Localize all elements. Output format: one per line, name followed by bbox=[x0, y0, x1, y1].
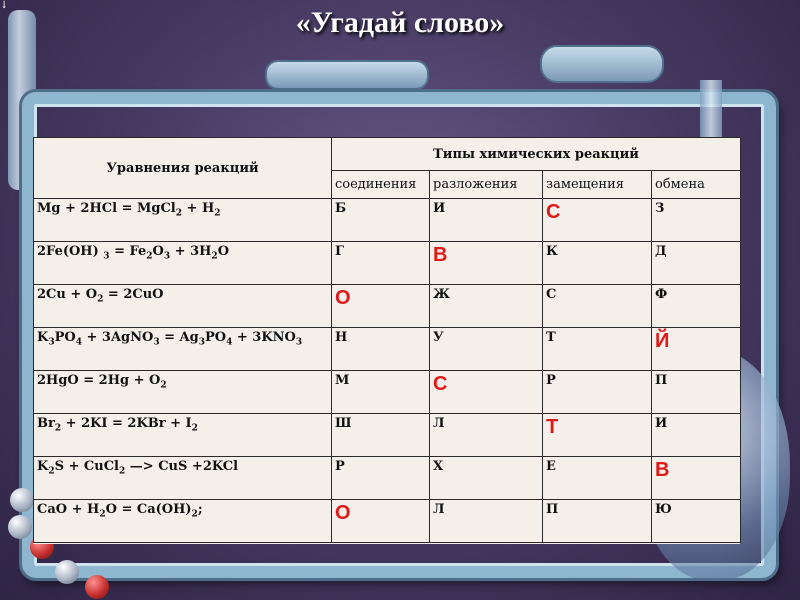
reaction-equation bbox=[34, 414, 332, 457]
subscript: 2 bbox=[160, 380, 167, 391]
letter-cell: Т bbox=[543, 328, 652, 371]
reactions-table-container bbox=[33, 137, 740, 544]
equation-part: + H bbox=[182, 201, 215, 216]
subscript: 2 bbox=[191, 423, 198, 434]
letter-cell: П bbox=[543, 500, 652, 543]
letter-cell: Л bbox=[430, 414, 543, 457]
subscript: 2 bbox=[54, 423, 62, 434]
reaction-equation bbox=[34, 285, 332, 328]
equation-part: + 3AgNO bbox=[81, 330, 154, 345]
letter-cell: Ж bbox=[430, 285, 543, 328]
equation-part: = Ag bbox=[159, 330, 199, 345]
letter-cell: Х bbox=[430, 457, 543, 500]
glass-coil-decoration bbox=[265, 60, 429, 90]
subscript: 2 bbox=[97, 294, 104, 305]
letter-cell: Т bbox=[543, 414, 652, 457]
equation-part: —> CuS +2KCl bbox=[125, 459, 239, 474]
equation-part: K bbox=[37, 330, 49, 345]
subscript: 2 bbox=[48, 466, 55, 477]
subscript: 2 bbox=[146, 251, 153, 262]
equation-part: CaO + H bbox=[37, 502, 100, 517]
subscript: 3 bbox=[48, 337, 55, 348]
subheader-exchange: обмена bbox=[652, 171, 741, 199]
reaction-equation bbox=[34, 371, 332, 414]
subscript: 3 bbox=[153, 337, 160, 348]
molecule-ball-icon bbox=[8, 515, 32, 539]
header-equations: Уравнения реакций bbox=[34, 138, 332, 199]
subscript: 3 bbox=[163, 251, 171, 262]
subheader-substitution: замещения bbox=[543, 171, 652, 199]
reactions-table bbox=[33, 137, 741, 543]
letter-cell: И bbox=[430, 199, 543, 242]
letter-cell: П bbox=[652, 371, 741, 414]
subscript: 2 bbox=[214, 208, 221, 219]
molecule-ball-icon bbox=[85, 575, 109, 599]
subscript: 2 bbox=[99, 509, 106, 520]
equation-part: + 2KI = 2KBr + I bbox=[61, 416, 192, 431]
subscript: 4 bbox=[75, 337, 82, 348]
table-row bbox=[34, 500, 741, 543]
table-body bbox=[34, 199, 741, 543]
header-reaction-types: Типы химических реакций bbox=[332, 138, 741, 171]
letter-cell: Ш bbox=[332, 414, 430, 457]
reaction-equation bbox=[34, 500, 332, 543]
equation-part: 2Cu + O bbox=[37, 287, 98, 302]
table-row bbox=[34, 199, 741, 242]
equation-part: ; bbox=[197, 502, 203, 517]
letter-cell: О bbox=[332, 500, 430, 543]
molecule-ball-icon bbox=[55, 560, 79, 584]
reaction-equation bbox=[34, 242, 332, 285]
letter-cell: С bbox=[543, 199, 652, 242]
letter-cell: Д bbox=[652, 242, 741, 285]
subscript: 4 bbox=[226, 337, 233, 348]
subscript: 2 bbox=[211, 251, 218, 262]
letter-cell: Е bbox=[543, 457, 652, 500]
equation-part: 2Fe(OH) bbox=[37, 244, 104, 259]
reaction-equation bbox=[34, 328, 332, 371]
molecule-ball-icon bbox=[10, 488, 34, 512]
subscript: 2 bbox=[191, 509, 198, 520]
equation-part: O bbox=[217, 244, 230, 259]
equation-part: Mg + 2HCl = MgCl bbox=[37, 201, 176, 216]
table-row bbox=[34, 242, 741, 285]
letter-cell: С bbox=[543, 285, 652, 328]
letter-cell: С bbox=[430, 371, 543, 414]
equation-part: S + CuCl bbox=[54, 459, 119, 474]
equation-part: + 3H bbox=[170, 244, 212, 259]
letter-cell: Г bbox=[332, 242, 430, 285]
table-row bbox=[34, 414, 741, 457]
reaction-equation bbox=[34, 457, 332, 500]
equation-part: PO bbox=[54, 330, 76, 345]
equation-part: O = Ca(OH) bbox=[105, 502, 192, 517]
letter-cell: В bbox=[652, 457, 741, 500]
letter-cell: М bbox=[332, 371, 430, 414]
subheader-synthesis: соединения bbox=[332, 171, 430, 199]
letter-cell: Н bbox=[332, 328, 430, 371]
letter-cell: Л bbox=[430, 500, 543, 543]
subscript: 3 bbox=[103, 251, 110, 262]
equation-part: = Fe bbox=[109, 244, 147, 259]
table-row bbox=[34, 371, 741, 414]
table-row bbox=[34, 285, 741, 328]
equation-part: 2HgO = 2Hg + O bbox=[37, 373, 161, 388]
letter-cell: Ю bbox=[652, 500, 741, 543]
glass-bulb-decoration bbox=[540, 45, 664, 83]
reaction-equation bbox=[34, 199, 332, 242]
table-row bbox=[34, 457, 741, 500]
table-row bbox=[34, 328, 741, 371]
equation-part: + 3KNO bbox=[232, 330, 296, 345]
equation-part: = 2CuO bbox=[103, 287, 164, 302]
subheader-decomposition: разложения bbox=[430, 171, 543, 199]
letter-cell: Б bbox=[332, 199, 430, 242]
page-title: «Угадай слово» bbox=[295, 6, 505, 39]
equation-part: PO bbox=[204, 330, 227, 345]
letter-cell: Ф bbox=[652, 285, 741, 328]
letter-cell: У bbox=[430, 328, 543, 371]
letter-cell: В bbox=[430, 242, 543, 285]
subscript: 2 bbox=[175, 208, 183, 219]
subscript: 3 bbox=[198, 337, 205, 348]
equation-part: Br bbox=[37, 416, 55, 431]
subscript: 3 bbox=[295, 337, 303, 348]
letter-cell: И bbox=[652, 414, 741, 457]
equation-part: O bbox=[152, 244, 164, 259]
letter-cell: Й bbox=[652, 328, 741, 371]
letter-cell: К bbox=[543, 242, 652, 285]
subscript: 2 bbox=[119, 466, 126, 477]
arrow-down-icon: ↓ bbox=[0, 0, 9, 11]
letter-cell: Р bbox=[543, 371, 652, 414]
equation-part: K bbox=[37, 459, 49, 474]
letter-cell: З bbox=[652, 199, 741, 242]
letter-cell: Р bbox=[332, 457, 430, 500]
letter-cell: О bbox=[332, 285, 430, 328]
